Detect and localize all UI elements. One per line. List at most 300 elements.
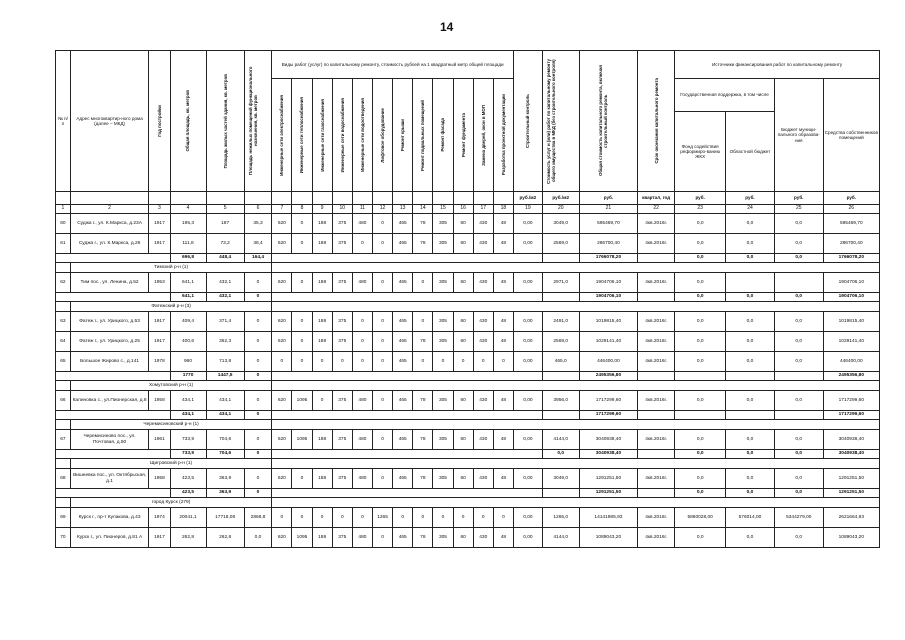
row-address: Тим пос., ул. Ленина, д.52 [70,273,148,293]
row-work-cost: 48 [493,528,513,548]
row-address: Фатеж г., ул. Урицкого, д.53 [70,312,148,332]
row-total-cost: 1019815,40 [579,312,637,332]
row-work-cost: 430 [473,430,493,450]
row-number: 70 [56,528,71,548]
row-work-cost: 305 [433,469,453,489]
table-row [56,391,880,411]
row-regional: 0,0 [726,430,775,450]
row-work-cost: 465 [393,332,413,352]
row-address: Суджа г., ул. К.Маркса, д.23А [70,214,148,234]
subtotal-regional: 0,0 [726,489,775,498]
row-work-cost: 0 [372,273,392,293]
row-fund: 0,0 [675,391,726,411]
row-nonres-area: 38,4 [244,234,272,254]
col-total-area-header: Общая площадь, кв. метров [170,51,206,192]
subtotal-nonres-area: 164,4 [244,254,272,263]
row-number: 65 [56,352,71,372]
row-work-cost: 0 [352,234,372,254]
row-number: 62 [56,273,71,293]
row-work-cost: 480 [352,214,372,234]
row-work-cost: 0 [312,391,332,411]
subtotal-works [272,372,542,381]
column-number: 19 [514,205,543,214]
row-municipal: 0,0 [774,469,823,489]
row-regional: 0,0 [726,312,775,332]
subtotal-total-area: 423,5 [170,489,206,498]
row-construction-control: 0,00 [514,312,543,332]
table-row [56,273,880,293]
row-work-cost: 0 [372,214,392,234]
row-work-cost: 0 [292,332,312,352]
row-work-cost: 465 [393,469,413,489]
row-address: Калиновка с., ул.Пионерская, д.8 [70,391,148,411]
subtotal-total-cost: 1291251,50 [579,489,637,498]
row-year: 1953 [149,273,170,293]
column-number: 13 [393,205,413,214]
row-number: 63 [56,312,71,332]
row-work-cost: 430 [473,391,493,411]
column-number: 7 [272,205,292,214]
row-work-cost: 305 [433,332,453,352]
row-work-cost: 0 [393,508,413,528]
row-work-cost: 430 [473,312,493,332]
subtotal-regional [726,411,775,420]
row-number: 60 [56,214,71,234]
row-work-cost: 188 [312,332,332,352]
col-work-12-header: Разработка проектной документации [493,79,513,192]
row-living-area: 713,8 [206,352,244,372]
row-work-cost: 465 [393,312,413,332]
row-work-cost: 1265 [372,508,392,528]
row-work-cost: 620 [272,234,292,254]
column-number: 9 [312,205,332,214]
row-unit-cost: 2569,0 [542,332,579,352]
row-living-area: 262,8 [206,528,244,548]
column-number: 3 [149,205,170,214]
row-work-cost: 0 [352,332,372,352]
row-work-cost: 0 [292,508,312,528]
subtotal-fund [675,411,726,420]
row-work-cost: 0 [372,528,392,548]
subtotal-total-area: 1770 [170,372,206,381]
subtotal-nonres-area: 0 [244,489,272,498]
column-number: 10 [332,205,352,214]
row-unit-cost: 4144,0 [542,430,579,450]
subtotal-row [56,411,880,420]
subtotal-total-cost: 1717299,60 [579,411,637,420]
subtotal-living-area: 704,6 [206,450,244,459]
row-owners: 1089043,20 [823,528,879,548]
row-owners: 1019815,40 [823,312,879,332]
row-deadline: 4кв.2016г. [638,528,675,548]
funding-group-header: Источники финансирования работ по капитальному ремонту [675,51,880,79]
row-work-cost: 305 [433,430,453,450]
unit-deadline: квартал, год [638,192,675,205]
row-work-cost: 0 [272,352,292,372]
row-fund: 0,0 [675,214,726,234]
row-total-cost: 1089043,20 [579,528,637,548]
subtotal-municipal [774,372,823,381]
row-total-cost: 595469,70 [579,214,637,234]
row-work-cost: 0 [292,273,312,293]
row-number: 69 [56,508,71,528]
subtotal-deadline [638,450,675,459]
column-number: 23 [675,205,726,214]
row-unit-cost: 2491,0 [542,312,579,332]
col-work-1-header: Инженерные сети электроснабжения [272,79,292,192]
district-row [56,263,880,273]
subtotal-owners: 1766078,20 [823,254,879,263]
row-work-cost: 188 [312,430,332,450]
row-address: Фатеж г., ул. Урицкого, д.25 [70,332,148,352]
row-living-area: 187 [206,214,244,234]
row-work-cost: 430 [473,528,493,548]
row-total-area: 423,5 [170,469,206,489]
row-work-cost: 375 [332,312,352,332]
row-total-cost: 286700,40 [579,234,637,254]
table-row [56,332,880,352]
row-number: 64 [56,332,71,352]
district-name: Тимский р-н (1) [70,263,271,273]
district-fill [272,263,880,273]
row-work-cost: 1095 [292,391,312,411]
row-total-area: 409,4 [170,312,206,332]
row-construction-control: 0,00 [514,430,543,450]
district-name: Черемисиновский р-н (1) [70,420,271,430]
row-work-cost: 305 [433,214,453,234]
col-living-area-header: Площадь жилых частей здания, кв. метров [206,51,244,192]
row-year: 1961 [149,430,170,450]
row-unit-cost: 4144,0 [542,528,579,548]
col-work-10-header: Ремонт фундамента [453,79,473,192]
column-number: 8 [292,205,312,214]
row-work-cost: 0 [453,352,473,372]
row-work-cost: 465 [393,234,413,254]
row-living-area: 434,1 [206,391,244,411]
row-construction-control: 0,00 [514,234,543,254]
subtotal-fund: 0,0 [675,450,726,459]
row-deadline: 4кв.2016г. [638,312,675,332]
subtotal-nonres-area: 0 [244,450,272,459]
column-number: 12 [372,205,392,214]
subtotal-nonres-area: 0 [244,372,272,381]
district-spacer [56,420,71,430]
row-municipal: 0,0 [774,391,823,411]
row-work-cost: 0 [332,352,352,372]
row-work-cost: 430 [473,214,493,234]
col-unit-cost-header: Стоимость услуг и (или) работ по капитальному ремонту общего имущества в МКД (без строительного контроля) [542,51,579,192]
row-construction-control: 0,00 [514,352,543,372]
col-total-cost-header: Общая стоимость капитального ремонта, включая строительный контроль [579,51,637,192]
col-work-8-header: Ремонт подвальных помещений [413,79,433,192]
row-fund: 5860028,00 [675,508,726,528]
row-regional: 0,0 [726,391,775,411]
row-work-cost: 375 [332,234,352,254]
subtotal-label [56,489,171,498]
row-work-cost: 480 [352,528,372,548]
row-work-cost: 60 [453,430,473,450]
unit-total-cost: руб. [579,192,637,205]
row-work-cost: 305 [433,391,453,411]
row-year: 1974 [149,508,170,528]
row-work-cost: 60 [453,469,473,489]
col-nonres-area-header: Площадь нежилых помещений функционального назначения, кв. метров [244,51,272,192]
subtotal-fund [675,372,726,381]
row-unit-cost: 3956,0 [542,391,579,411]
table-row [56,352,880,372]
table-row [56,234,880,254]
row-work-cost: 188 [312,312,332,332]
row-work-cost: 375 [332,332,352,352]
unit-unit-cost: руб./м2 [542,192,579,205]
row-living-area: 73,2 [206,234,244,254]
row-unit-cost: 1265,0 [542,508,579,528]
row-construction-control: 0,00 [514,391,543,411]
subtotal-fund: 0,0 [675,293,726,302]
row-nonres-area: 2868,8 [244,508,272,528]
row-living-area: 371,4 [206,312,244,332]
unit-fund: руб. [675,192,726,205]
col-num-header: № п/п [56,51,71,192]
subtotal-total-area: 696,8 [170,254,206,263]
subtotal-deadline [638,411,675,420]
column-number: 17 [473,205,493,214]
table-row [56,508,880,528]
subtotal-row [56,489,880,498]
row-unit-cost: 3049,0 [542,469,579,489]
district-fill [272,459,880,469]
column-number: 14 [413,205,433,214]
subtotal-row [56,372,880,381]
subtotal-total-cost: 1904706,10 [579,293,637,302]
row-work-cost: 48 [493,234,513,254]
row-work-cost: 78 [413,214,433,234]
row-fund: 0,0 [675,352,726,372]
row-construction-control: 0,00 [514,528,543,548]
subtotal-row [56,254,880,263]
row-work-cost: 0 [433,352,453,372]
row-work-cost: 620 [272,528,292,548]
row-address: Курск г., пр-т Кулакова, д.43 [70,508,148,528]
row-work-cost: 188 [312,214,332,234]
row-fund: 0,0 [675,332,726,352]
row-work-cost: 0 [312,508,332,528]
row-address: Вишневка пос., ул. Октябрьская, д.1 [70,469,148,489]
row-regional: 0,0 [726,234,775,254]
subtotal-row [56,293,880,302]
row-total-cost: 14141985,93 [579,508,637,528]
row-work-cost: 48 [493,391,513,411]
district-spacer [56,302,71,312]
table-row [56,430,880,450]
row-work-cost: 78 [413,332,433,352]
row-work-cost: 620 [272,332,292,352]
subtotal-unit-cost: 0,0 [542,450,579,459]
subtotal-nonres-area: 0 [244,293,272,302]
row-owners: 286700,40 [823,234,879,254]
row-year: 1958 [149,391,170,411]
subtotal-label [56,411,171,420]
row-work-cost: 480 [352,391,372,411]
row-unit-cost: 465,0 [542,352,579,372]
row-work-cost: 0 [413,352,433,372]
row-living-area: 17718,08 [206,508,244,528]
col-work-4-header: Инженерные сети водоснабжения [332,79,352,192]
row-deadline: 4кв.2016г. [638,214,675,234]
row-work-cost: 0 [352,352,372,372]
row-work-cost: 465 [393,430,413,450]
subtotal-label [56,254,171,263]
subtotal-living-area: 1447,5 [206,372,244,381]
column-number: 11 [352,205,372,214]
row-work-cost: 0 [292,352,312,372]
row-total-area: 20041,1 [170,508,206,528]
row-work-cost: 0 [332,508,352,528]
subtotal-owners: 2495356,80 [823,372,879,381]
row-work-cost: 0 [372,469,392,489]
row-regional: 0,0 [726,528,775,548]
row-work-cost: 48 [493,469,513,489]
district-row [56,459,880,469]
row-unit-cost: 2569,0 [542,234,579,254]
row-work-cost: 0 [372,332,392,352]
row-total-cost: 1029141,40 [579,332,637,352]
row-total-area: 733,9 [170,430,206,450]
row-work-cost: 465 [393,391,413,411]
column-number: 6 [244,205,272,214]
row-work-cost: 430 [473,469,493,489]
row-work-cost: 375 [332,273,352,293]
col-work-2-header: Инженерные сети теплоснабжения [292,79,312,192]
table-row [56,214,880,234]
column-number: 25 [774,205,823,214]
row-total-cost: 1717299,60 [579,391,637,411]
subtotal-living-area: 363,9 [206,489,244,498]
subtotal-works [272,254,542,263]
district-spacer [56,459,71,469]
row-year: 1917 [149,214,170,234]
subtotal-municipal: 0,0 [774,489,823,498]
row-work-cost: 78 [413,528,433,548]
subtotal-total-cost: 2495356,80 [579,372,637,381]
subtotal-owners: 1717299,60 [823,411,879,420]
row-address: Суджа г., ул. К.Маркса, д.26 [70,234,148,254]
district-row [56,381,880,391]
table-row [56,528,880,548]
subtotal-municipal [774,411,823,420]
subtotal-regional: 0,0 [726,254,775,263]
row-work-cost: 375 [332,528,352,548]
row-work-cost: 0 [292,214,312,234]
row-deadline: 4кв.2016г. [638,332,675,352]
subtotal-label [56,372,171,381]
row-year: 1917 [149,528,170,548]
subtotal-owners: 1291251,50 [823,489,879,498]
subtotal-works [272,293,542,302]
row-work-cost: 0 [413,312,433,332]
district-fill [272,381,880,391]
column-numbers-row [56,205,880,214]
unit-cc: руб./м2 [514,192,543,205]
col-municipal-header: Бюджет муници-пального образова-ния [774,79,823,192]
row-year: 1958 [149,469,170,489]
column-number: 24 [726,205,775,214]
row-construction-control: 0,00 [514,214,543,234]
subtotal-total-cost: 1766078,20 [579,254,637,263]
column-number: 21 [579,205,637,214]
row-deadline: 4кв.2016г. [638,508,675,528]
district-spacer [56,381,71,391]
subtotal-works [272,489,542,498]
district-fill [272,498,880,508]
row-work-cost: 375 [332,391,352,411]
row-fund: 0,0 [675,312,726,332]
subtotal-unit-cost [542,411,579,420]
row-work-cost: 78 [413,430,433,450]
row-work-cost: 465 [393,273,413,293]
row-work-cost: 620 [272,469,292,489]
row-work-cost: 0 [372,430,392,450]
row-work-cost: 48 [493,332,513,352]
row-fund: 0,0 [675,234,726,254]
unit-regional: руб. [726,192,775,205]
row-work-cost: 0 [352,508,372,528]
row-number: 68 [56,469,71,489]
row-number: 67 [56,430,71,450]
district-name: город Курск (279) [70,498,271,508]
row-work-cost: 0 [372,312,392,332]
table-row [56,312,880,332]
subtotal-municipal: 0,0 [774,293,823,302]
row-construction-control: 0,00 [514,332,543,352]
row-work-cost: 0 [433,508,453,528]
subtotal-row [56,450,880,459]
row-work-cost: 430 [473,332,493,352]
works-group-header: Виды работ (услуг) по капитальному ремонту, стоимость рублей на 1 квадратный метр общей площади [272,51,514,79]
row-municipal [774,273,823,293]
row-work-cost: 0 [292,234,312,254]
row-work-cost: 60 [453,312,473,332]
row-fund: 0,0 [675,469,726,489]
row-number: 66 [56,391,71,411]
column-number: 20 [542,205,579,214]
subtotal-total-area: 641,1 [170,293,206,302]
row-work-cost: 60 [453,214,473,234]
row-total-area: 195,3 [170,214,206,234]
subtotal-label [56,293,171,302]
subtotal-municipal: 0,0 [774,254,823,263]
row-work-cost: 430 [473,273,493,293]
row-work-cost: 1095 [292,430,312,450]
row-address: Большое Жирово с., д.141 [70,352,148,372]
row-regional: 576014,00 [726,508,775,528]
row-work-cost: 0 [372,391,392,411]
row-work-cost: 0 [292,469,312,489]
row-work-cost: 48 [493,312,513,332]
row-work-cost: 620 [272,273,292,293]
row-nonres-area: 0 [244,352,272,372]
row-work-cost: 465 [393,528,413,548]
row-work-cost: 0 [493,352,513,372]
col-owners-header: Средства собственников помещений [823,79,879,192]
col-work-6-header: Лифтовое оборудование [372,79,392,192]
row-work-cost: 305 [433,312,453,332]
district-spacer [56,263,71,273]
row-construction-control: 0,00 [514,508,543,528]
row-regional: 0,0 [726,214,775,234]
row-work-cost: 48 [493,430,513,450]
subtotal-nonres-area: 0 [244,411,272,420]
